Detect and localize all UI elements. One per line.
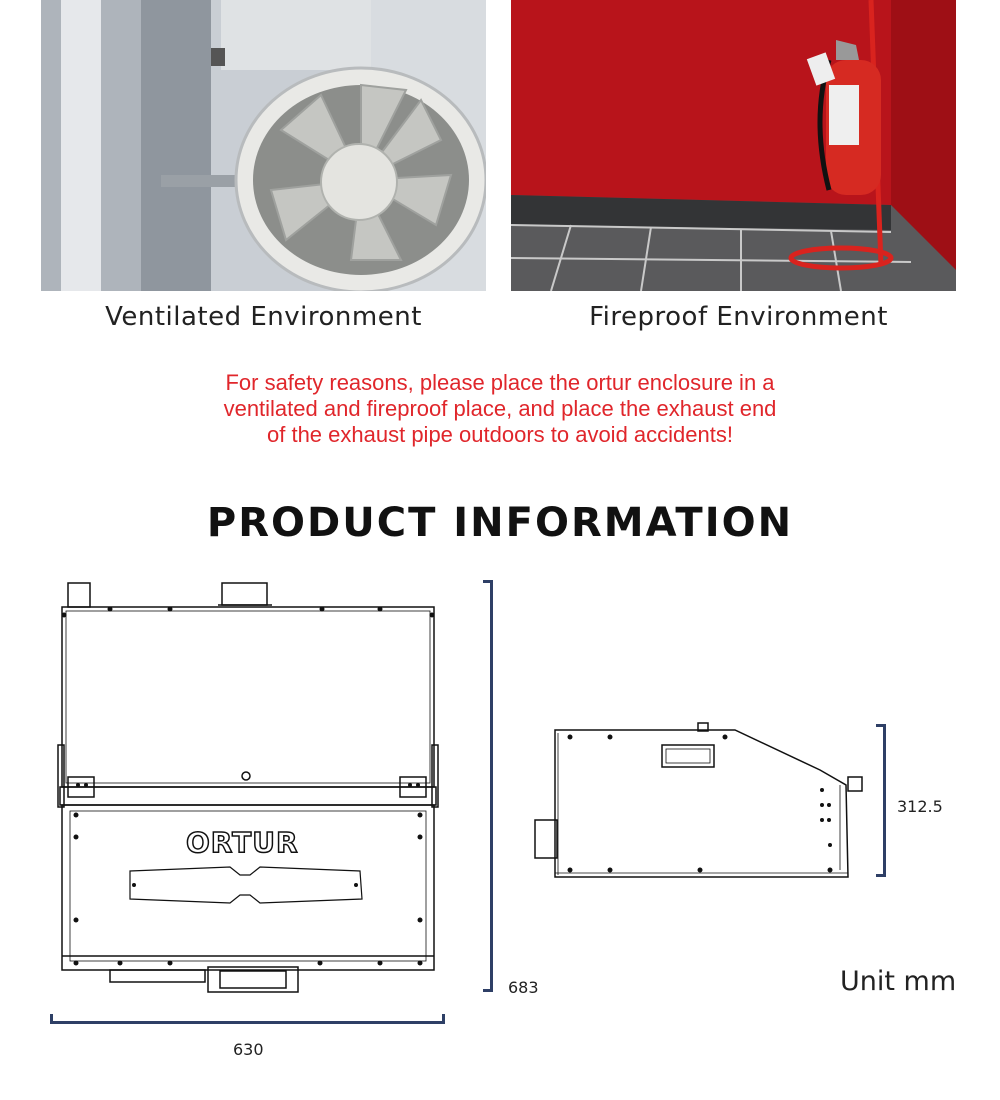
safety-notice-line-3: of the exhaust pipe outdoors to avoid accidents! (267, 422, 733, 447)
height-dimension-line (483, 580, 493, 992)
side-height-dimension-line (876, 724, 886, 877)
front-view-drawing (50, 575, 450, 995)
side-view-drawing (530, 715, 865, 885)
fireproof-environment-caption: Fireproof Environment (589, 302, 888, 332)
ventilated-environment-caption: Ventilated Environment (105, 302, 422, 332)
height-dimension-label: 683 (508, 978, 539, 997)
section-title: PRODUCT INFORMATION (206, 500, 794, 546)
safety-notice-line-1: For safety reasons, please place the ortur enclosure in a (225, 370, 775, 395)
side-height-dimension-label: 312.5 (897, 797, 943, 816)
ventilation-fan-photo (41, 0, 486, 291)
safety-notice-line-2: ventilated and fireproof place, and place the exhaust end (223, 396, 777, 421)
unit-label: Unit mm (840, 966, 957, 997)
safety-notice (150, 370, 850, 448)
width-dimension-label: 630 (233, 1040, 264, 1059)
width-dimension-line (50, 1014, 445, 1024)
fire-extinguisher-photo (511, 0, 956, 291)
ortur-logo: ORTUR (186, 826, 299, 859)
